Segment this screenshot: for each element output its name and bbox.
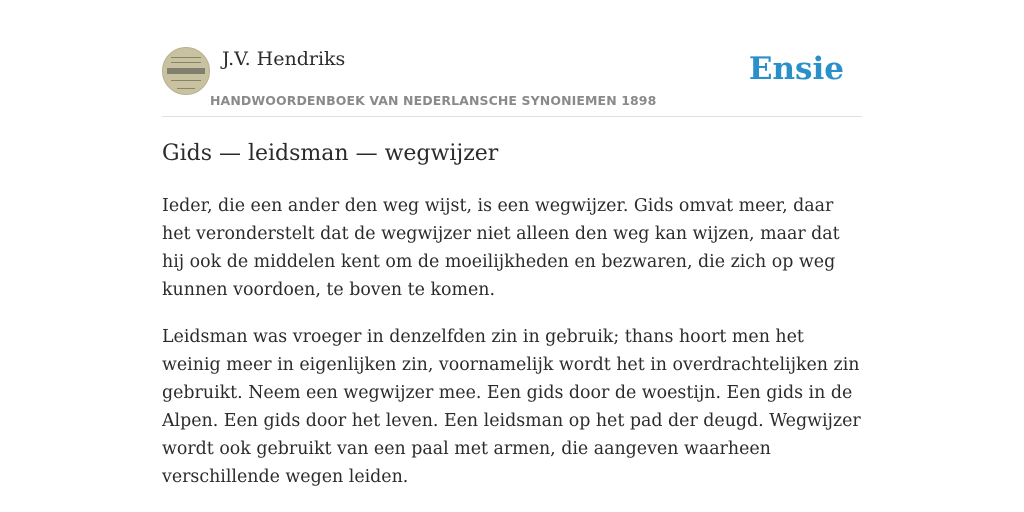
cover-line xyxy=(177,88,195,89)
entry-content xyxy=(162,192,864,510)
cover-line xyxy=(171,62,201,63)
entry-paragraph: Ieder, die een ander den weg wijst, is een wegwijzer. Gids omvat meer, daar het veronderstelt dat de wegwijzer niet alleen den weg kan wijzen, maar dat hij ook de middelen kent om de moeilijkheden en bezwaren, die zich op weg kunnen voordoen, te boven te komen. xyxy=(162,196,840,300)
author-name[interactable]: J.V. Hendriks xyxy=(222,48,346,70)
book-cover-avatar[interactable] xyxy=(162,47,210,95)
entry-paragraph: Leidsman was vroeger in denzelfden zin in gebruik; thans hoort men het weinig meer in eigenlijken zin, voornamelijk wordt het in overdrachtelijken zin gebruikt. Neem een wegwijzer mee. Een gids door de woestijn. Een gids in de Alpen. Een gids door het leven. Een leidsman op het pad der deugd. Wegwijzer wordt ook gebruikt van een paal met armen, die aangeven waarheen verschillende wegen leiden. xyxy=(162,327,861,487)
cover-title-band xyxy=(167,68,205,74)
header xyxy=(162,46,862,117)
cover-line xyxy=(171,80,201,81)
cover-line xyxy=(171,57,201,58)
brand-logo[interactable]: Ensie xyxy=(748,51,844,87)
entry-title: Gids — leidsman — wegwijzer xyxy=(162,141,499,166)
source-title[interactable]: HANDWOORDENBOEK VAN NEDERLANSCHE SYNONIEMEN 1898 xyxy=(210,93,657,108)
